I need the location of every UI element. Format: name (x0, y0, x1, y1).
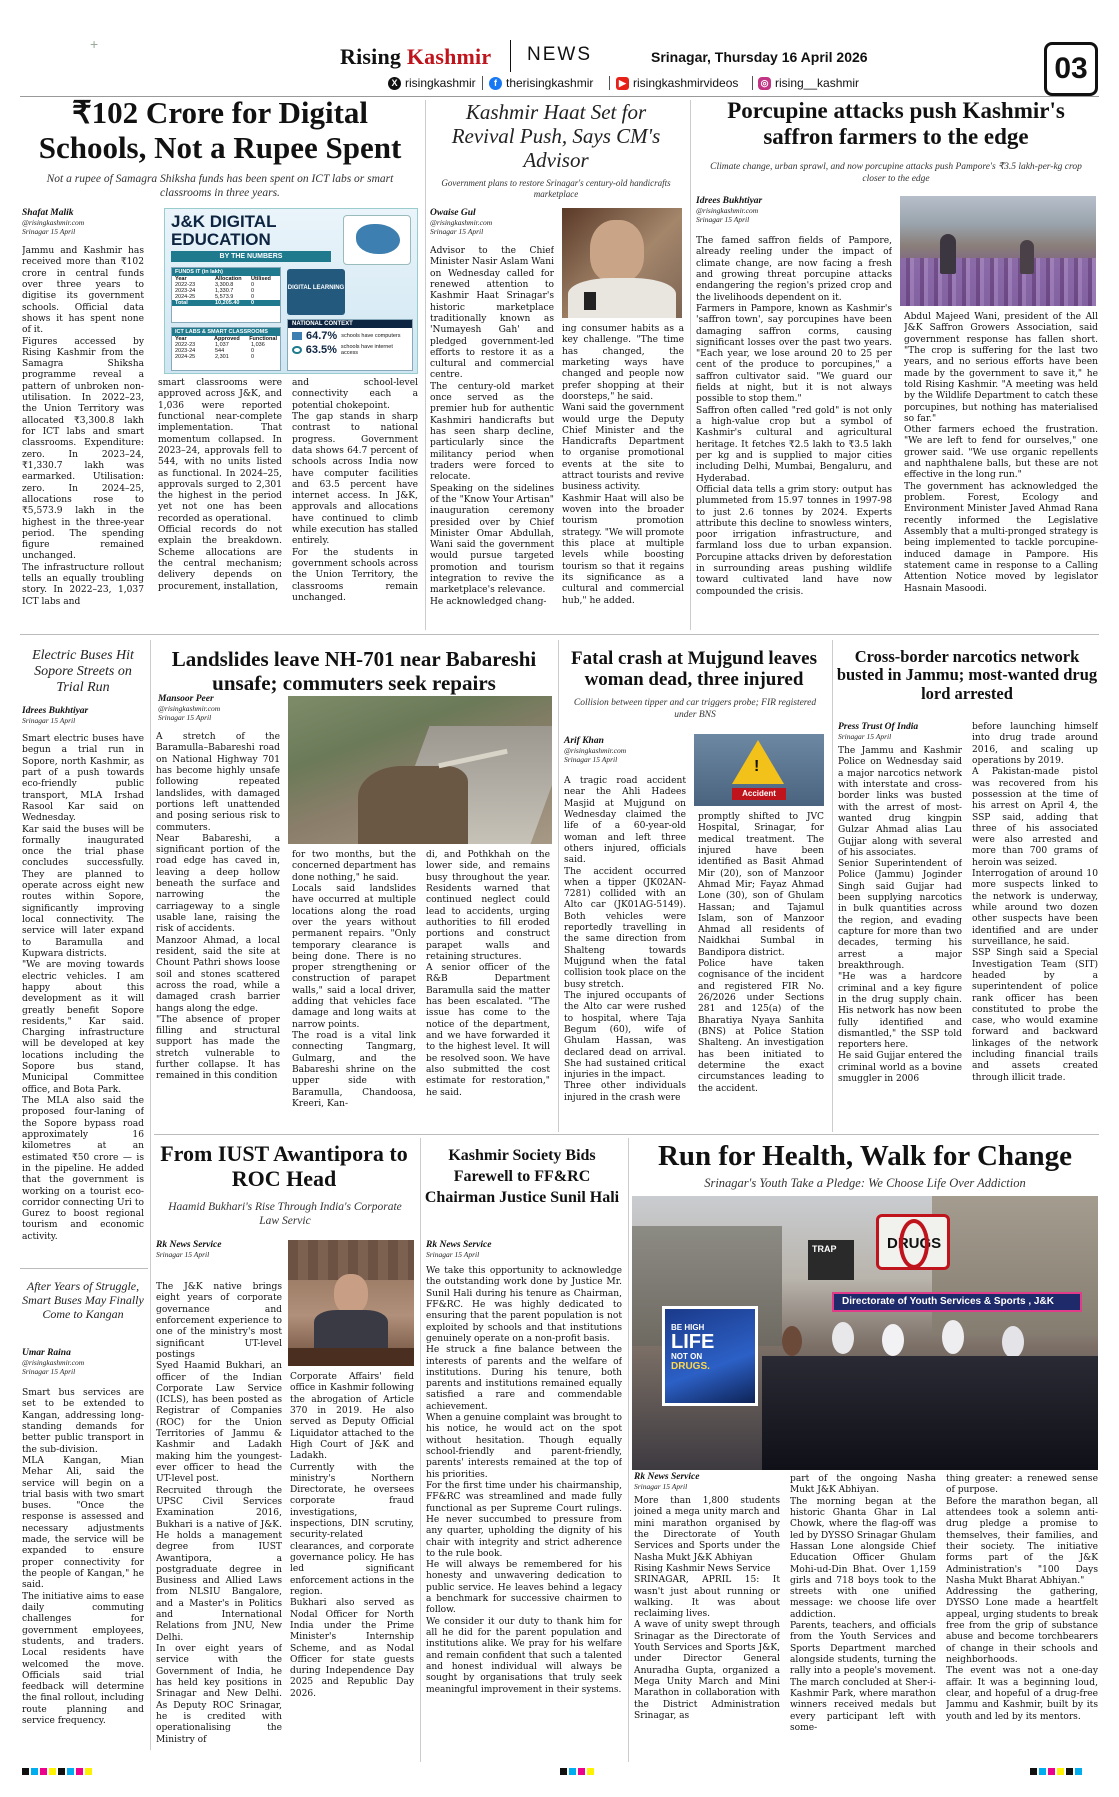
social-label: risingkashmir (405, 76, 476, 90)
computer-icon (292, 332, 302, 340)
narcotics-col-1: The Jammu and Kashmir Police on Wednesday said a major narcotics network with interstate and cross-border links was busted with the arrest of most-wanted drug kingpin Gulzar Ahmad alias Lau Gujjar along with several of his associates. Senior Superintendent of Police (Jammu) Joginder Singh said Gujjar had been supplying narcotics in bulk quantities across the region, and evading capture for more than two decades, terming his arrest a major breakthrough. "He was a hardcore criminal and a key figure in the drug supply chain. His network has now been fully identified and dismantled," the SSP told reporters here. He said Gujjar entered the criminal world as a bovine smuggler in 2006 (838, 746, 962, 1085)
kangan-byline: Umar Raina @risingkashmir.com Srinagar 15 April (22, 1348, 85, 1376)
accident-sign-photo (694, 734, 824, 806)
reg-swatch (49, 1768, 56, 1775)
digital-col-2: smart classrooms were approved across J&K, and 1,036 were reported functional near-complete implementation. That momentum collapsed. In 2023–24, approvals fell to 544, with no units listed as functional. In 2024–25, approvals surged to 2,301 the highest in the period yet not one has been recorded as operational. Official records do not explain the breakdown. Scheme allocations are the central mechanism; delivery depends on procurement, installation, (158, 378, 282, 592)
run-byline: Rk News Service Srinagar 15 April (634, 1472, 700, 1491)
iust-byline: Rk News Service Srinagar 15 April (156, 1240, 222, 1259)
landslide-byline: Mansoor Peer @risingkashmir.com Srinagar 15 April (158, 694, 221, 722)
reg-swatch (58, 1768, 65, 1775)
haat-photo (562, 208, 682, 318)
section-label: NEWS (527, 44, 592, 65)
color-registration-bar (1030, 1768, 1082, 1775)
landslide-photo (288, 696, 552, 844)
reg-swatch (1057, 1768, 1064, 1775)
run-col-3: thing greater: a renewed sense of purpose. Before the marathon began, all attendees took a solemn anti-drug pledge a promise to themselves, their families, and their society. The initiative forms part of the J&K Administration's "100 Days Nasha Mukt Bharat Abhiyan." Addressing the gathering, DYSSO Lone made a heartfelt appeal, urging students to break free from the grip of substance abuse and become torchbearers of change in their schools and neighborhoods. The event was not a one-day affair. It was a beginning loud, clear, and hopeful of a drug-free Jammu and Kashmir, built by its youth and led by its mentors. (946, 1474, 1098, 1722)
x-icon: X (388, 77, 401, 90)
digital-col-1: Jammu and Kashmir has received more than ₹102 crore in central funds over three years to digitise its government schools. Official data shows it has spent none of it. Figures accessed by Rising Kashmir from the Samagra Shiksha programme reveal a pattern of unbroken non-utilisation. In 2022–23, the Union Territory was allocated ₹3,300.8 lakh for ICT labs and smart classrooms. Expenditure: zero. In 2023–24, ₹1,330.7 lakh was earmarked. Utilisation: zero. In 2024–25, allocations rose to ₹5,573.9 lakh in the highest in the three-year period. The spending figure remained unchanged. The infrastructure rollout tells an equally troubling story. In 2022–23, 1,037 ICT labs and (22, 246, 144, 607)
placard-line: BE HIGH (671, 1323, 705, 1332)
narcotics-headline: Cross-border narcotics network busted in Jammu; most-wanted drug lord arrested (836, 647, 1098, 703)
farmer-figure (940, 234, 956, 274)
landslide-col-1: A stretch of the Baramulla–Babareshi road on National Highway 701 has become highly unsafe following repeated landslides, with damaged portions left unattended and posing serious risk to commuters. Near Babareshi, a significant portion of the road edge has caved in, leaving a deep hollow beneath the surface and narrowing the carriageway to a single usable lane, raising the risk of accidents. Manzoor Ahmad, a local resident, said the site at Chount Pathri shows loose soil and stones scattered across the road, while a damaged crash barrier hangs along the edge. "The absence of proper filling and structural support has made the stretch vulnerable to further collapse. It has remained in this condition (156, 732, 280, 1082)
labs-table-header: Year Approved Functional (175, 336, 277, 342)
reg-swatch (40, 1768, 47, 1775)
infographic-subtitle: BY THE NUMBERS (171, 251, 331, 262)
table-row: 2023-24 1,330.7 0 (175, 288, 255, 294)
digital-headline: ₹102 Crore for Digital Schools, Not a Rupee Spent (38, 95, 402, 165)
farewell-col-1: We take this opportunity to acknowledge the outstanding work done by Justice Mr. Sunil Hali during his tenure as Chairman, FF&RC. He was highly dedicated to ensuring that the parent population is not exploited by schools and that institutions genuinely operate on a non-profit basis. He struck a fine balance between the interests of parents and the welfare of institutions. During his tenure, both parents and institutions remained equally satisfied a rare and commendable achievement. When a genuine complaint was brought to his notice, he would act on the spot without hesitation. Though equally school-friendly and parent-friendly, parents' interests remained at the top of his priorities. For the first time under his chairmanship, FF&RC was streamlined and made fully functional as per Supreme Court rulings. He never succumbed to pressure from any quarter, upholding the dignity of his chair with integrity and strict adherence to the rule book. He will always be remembered for his honesty and unwavering dedication to public service. He leaves behind a legacy a benchmark for successive chairmen to follow. We consider it our duty to thank him for all he did for the parent population and institutions alike. We pray for his welfare and remain confident that such a talented and honest individual will always be sought by organisations that truly seek meaningful improvement in their systems. (426, 1266, 622, 1695)
instagram-icon: ◎ (758, 77, 771, 90)
ebus-col-1: Smart electric buses have begun a trial run in Sopore, north Kashmir, as part of a push towards eco-friendly public transport, MLA Irshad Rasool Kar said on Wednesday. Kar said the buses will be formally inaugurated once the trial phase concludes successfully. They are planned to operate across eight new routes within Sopore, significantly improving local connectivity. The service will later expand to Baramulla and Kupwara districts. "We are moving towards electric vehicles. I am happy about this development as it will greatly benefit Sopore residents," Kar said. Charging infrastructure will be developed at key locations including the Sopore bus stand, Municipal Committee office, and Bota Park. The MLA also said the proposed four-laning of the Sopore bypass road approximately 16 kilometres at an estimated ₹50 crore — is in the pipeline. He added that the government is working on a tourist eco-corridor connecting Uri to Gurez to boost regional tourism and economic activity. (22, 734, 144, 1242)
run-headline: Run for Health, Walk for Change (657, 1140, 1073, 1172)
digital-deck: Not a rupee of Samagra Shiksha funds has been spent on ICT labs or smart classrooms in three years. (46, 173, 394, 200)
map-illustration (343, 215, 411, 265)
social-x[interactable] (388, 76, 476, 90)
reg-swatch (587, 1768, 594, 1775)
iust-headline: From IUST Awantipora to ROC Head (160, 1141, 408, 1191)
table-row: 2023-24 544 0 (175, 348, 255, 354)
infographic-title-a: J&K DIGITAL (171, 212, 277, 231)
map-shape (356, 224, 400, 254)
placard-line: NOT ON (671, 1352, 703, 1361)
placard-line: DRUGS. (671, 1361, 710, 1372)
porcupine-headline: Porcupine attacks push Kashmir's saffron farmers to the edge (727, 98, 1065, 149)
microphone (584, 292, 596, 310)
crowd-bodies (762, 1356, 1098, 1470)
reg-swatch (67, 1768, 74, 1775)
bukhari-photo (288, 1240, 414, 1366)
haat-col-2: ing consumer habits as a key challenge. "The time has changed, the marketing ways have changed and people now prefer shopping at their doorsteps," he said. Wani said the government would urge the Deputy Chief Minister and the Handicrafts Department to organise promotional events at the site to attract tourists and revive business activity. Kashmir Haat will also be woven into the broader tourism promotion strategy. "We will promote this place at multiple levels while boosting tourism so that it regains its significance as a cultural and commercial hub," he added. (562, 324, 684, 606)
social-label: risingkashmirvideos (633, 76, 739, 90)
exclamation-icon: ! (754, 758, 760, 775)
table-row: 2022-23 3,300.8 0 (175, 282, 255, 288)
crowd-person (942, 1320, 964, 1354)
landslide-headline: Landslides leave NH-701 near Babareshi unsafe; commuters seek repairs (171, 647, 537, 695)
portrait-suit (314, 1310, 388, 1350)
drugs-placard-text: DRUGS (887, 1235, 942, 1252)
crash-col-1: A tragic road accident near the Ahli Hadees Masjid at Mujgund on Wednesday claimed the life of a 60-year-old woman and left three others injured, officials said. The accident occurred when a tipper (JK02AN-7281) collided with an Alto car (JK01AG-5149). Both vehicles were reportedly travelling in the same direction from Shalteng towards Mujgund when the fatal collision took place on the busy stretch. The injured occupants of the Alto car were rushed to hospital, where Taja Begum (60), wife of Ghulam Hassan, was declared dead on arrival. She had sustained critical injuries in the impact. Three other individuals injured in the crash were (564, 776, 686, 1103)
table-row: 2022-23 1,037 1,036 (175, 342, 265, 348)
reg-swatch (76, 1768, 83, 1775)
crowd-person (782, 1326, 802, 1356)
color-registration-bar (22, 1768, 92, 1775)
social-facebook[interactable] (489, 76, 593, 90)
porcupine-col-2: Abdul Majeed Wani, president of the All J&K Saffron Growers Association, said government response has fallen short. "The crop is suffering for the last two years, and no serious efforts have been made by the government to save it," he told Rising Kashmir. "A meeting was held by the Wildlife Department to catch these porcupines, but nothing has materialised so far." Other farmers echoed the frustration. "We are left to fend for ourselves," one grower said. "We use organic repellents and naphthalene balls, but these are not effective in the long run." The government has acknowledged the problem. Forest, Ecology and Environment Minister Javed Ahmad Rana recently informed the Legislative Assembly that a multi-pronged strategy is being implemented to tackle porcupine-induced damage in Pampore. His statement came in response to a Calling Attention Notice moved by legislator Hasnain Masoodi. (904, 312, 1098, 594)
landslide-col-3: di, and Pothkhah on the lower side, and remains busy throughout the year. Residents warned that continued neglect could lead to accidents, urging authorities to fill eroded portions and construct parapet walls and retaining structures. A senior officer of the R&B Department Baramulla said the matter has been escalated. "The issue has come to the notice of the department, and we have forwarded it to the highest level. It will be resolved soon. We have also submitted the cost estimate for restoration," he said. (426, 850, 550, 1098)
social-label: rising__kashmir (775, 76, 860, 90)
crash-col-2: promptly shifted to JVC Hospital, Srinagar, for medical treatment. The injured have been identified as Basit Ahmad Mir (20), son of Manzoor Ahmad Mir; Fayaz Ahmad Lone (30), son of Ghulam Hassan; and Tajamul Islam, son of Manzoor Ahmad all residents of Naidkhai Sumbal in Bandipora district. Police have taken cognisance of the incident and registered FIR No. 26/2026 under Sections 281 and 125(a) of the Bharatiya Nyaya Sanhita (BNS) at Police Station Shalteng. An investigation has been initiated to determine the exact circumstances leading to the accident. (698, 812, 824, 1094)
social-divider (482, 76, 483, 90)
ebus-byline: Idrees Bukhtiyar Srinagar 15 April (22, 706, 89, 725)
table-row: 2024-25 2,301 0 (175, 354, 255, 360)
trap-placard (808, 1240, 854, 1280)
page-number: 03 (1044, 42, 1098, 96)
porcupine-deck: Climate change, urban sprawl, and now porcupine attacks push Pampore's ₹3.5 lakh-per-kg crop closer to the edge (710, 162, 1082, 184)
landslide-col-2: for two months, but the concerned department has done nothing," he said. Locals said landslides have occurred at multiple locations along the road over the years without permanent repairs. "Only temporary clearance is being done. There is no proper strengthening or construction of parapet walls," said a local driver, adding that vehicles face damage and long waits at narrow points. The road is a vital link connecting Tangmarg, Gulmarg, and the Babareshi shrine on the upper side with Baramulla, Chandoosa, Kreeri, Kan- (292, 850, 416, 1109)
table-row: Total 10,205.40 0 (172, 300, 280, 306)
ebus-headline: Electric Buses Hit Sopore Streets on Trial Run (32, 648, 134, 696)
iust-col-1: The J&K native brings eight years of corporate governance and enforcement experience to one of the ministry's most significant UT-level postings Syed Haamid Bukhari, an officer of the Indian Corporate Law Service (ICLS), has been posted as Registrar of Companies (ROC) for the Union Territories of Jammu & Kashmir and Ladakh making him the youngest-ever officer to head the UT-level post. Recruited through the UPSC Civil Services Examination 2016, Bukhari is a native of J&K. He holds a management degree from IUST Awantipora, a postgraduate degree in Business and Allied Laws from NLSIU Bangalore, and a Master's in Politics and International Relations from JNU, New Delhi. In over eight years of service with the Government of India, he has held key positions in Srinagar and New Delhi. As Deputy ROC Srinagar, he is credited with operationalising the Ministry of (156, 1282, 282, 1745)
crash-headline: Fatal crash at Mujgund leaves woman dead, three injured (571, 648, 817, 691)
social-youtube[interactable] (616, 76, 738, 90)
reg-swatch (578, 1768, 585, 1775)
digital-learning-board: DIGITAL LEARNING (287, 269, 345, 315)
registration-mark: + (90, 36, 99, 52)
reg-swatch (31, 1768, 38, 1775)
farewell-byline: Rk News Service Srinagar 15 April (426, 1240, 492, 1259)
kangan-col-1: Smart bus services are set to be extended to Kangan, addressing long-standing demands for better public transport in the sub-division. MLA Kangan, Mian Mehar Ali, said the service will begin on a trial basis with two smart buses. "Once the response is assessed and necessary adjustments made, the service will be expanded to ensure proper connectivity for the people of Kangan," he said. The initiative aims to ease daily commuting challenges for government employees, students, and traders. Local residents have welcomed the move. Officials said trial feedback will determine the final rollout, including route planning and service frequency. (22, 1388, 144, 1727)
infographic-title-b: EDUCATION (171, 230, 271, 249)
porcupine-byline: Idrees Bukhtiyar @risingkashmir.com Srinagar 15 April (696, 196, 763, 224)
reg-swatch (1066, 1768, 1073, 1775)
reg-swatch (1048, 1768, 1055, 1775)
haat-deck: Government plans to restore Srinagar's century-old handicrafts marketplace (441, 178, 671, 200)
section-rule (154, 1134, 1099, 1135)
reg-swatch (1030, 1768, 1037, 1775)
reg-swatch (560, 1768, 567, 1775)
haat-col-1: Advisor to the Chief Minister Nasir Aslam Wani on Wednesday called for renewed attention to Kashmir Haat Srinagar's historic marketplace traditionally known as 'Numayesh Gah' and pledged government-led efforts to restore it as a cultural and commercial centre. The century-old market once served as the premier hub for authentic Kashmiri handicrafts but has seen sharp decline, particularly since the militancy period when traders were forced to relocate. Speaking on the sidelines of the "Know Your Artisan" inauguration ceremony presided over by Chief Minister Omar Abdullah, Wani said the government would pursue targeted promotion and tourism integration to revive the marketplace's relevance. He acknowledged chang- (430, 246, 554, 607)
social-instagram[interactable] (758, 76, 859, 90)
directorate-banner: Directorate of Youth Services & Sports , J&K (832, 1292, 1082, 1312)
haat-byline: Owaise Gul @risingkashmir.com Srinagar 15 April (430, 208, 493, 236)
section-rule (20, 634, 1099, 635)
crowd-person (832, 1322, 854, 1354)
narcotics-col-2: before launching himself into drug trade around 2016, and scaling up operations by 2019. A Pakistan-made pistol was recovered from his possession at the time of his arrest on April 4, the SSP said, adding that three of his associated were also arrested and more than 700 grams of heroin was seized. Interrogation of around 10 more suspects linked to the network is underway, while around two dozen other suspects have been identified and are under surveillance, he said. SSP Singh said a Special Investigation Team (SIT) headed by a superintendent of police rank officer has been constituted to probe the case, who would examine forward and backward linkages of the network including financial trails and assets created through illicit trade. (972, 722, 1098, 1083)
portrait-face (590, 220, 644, 282)
desk (288, 1348, 414, 1366)
no-sign-icon (899, 1219, 929, 1269)
column-rule (558, 640, 559, 1132)
masthead-brand: Rising Kashmir (340, 44, 492, 69)
iust-deck: Haamid Bukhari's Rise Through India's Corporate Law Servic (168, 1201, 402, 1228)
funds-table-header: Year Allocation Utilised (175, 276, 271, 282)
placard-line: LIFE (671, 1331, 715, 1353)
reg-swatch (1075, 1768, 1082, 1775)
social-label: therisingkashmir (506, 76, 594, 90)
social-divider (609, 76, 610, 90)
haat-headline: Kashmir Haat Set for Revival Push, Says CM's Advisor (451, 100, 661, 173)
section-rule (20, 1268, 148, 1269)
funds-table (171, 267, 281, 323)
reg-swatch (1039, 1768, 1046, 1775)
color-registration-bar (560, 1768, 594, 1775)
life-placard (662, 1306, 758, 1406)
kangan-headline: After Years of Struggle, Smart Buses May Finally Come to Kangan (22, 1279, 144, 1321)
labs-table-title: ICT LABS & SMART CLASSROOMS (172, 328, 280, 336)
column-rule (690, 100, 691, 630)
caved-edge (358, 766, 468, 844)
reg-swatch (22, 1768, 29, 1775)
wifi-icon (292, 346, 302, 354)
building-right (932, 1196, 1098, 1336)
reg-swatch (85, 1768, 92, 1775)
youtube-icon: ▶ (616, 77, 629, 90)
labs-table (171, 327, 281, 371)
farmer-figure (1020, 240, 1034, 274)
portrait-face (334, 1274, 368, 1314)
saffron-flowers (900, 258, 1096, 306)
table-row: 2024-25 5,573.9 0 (175, 294, 255, 300)
run-col-2: part of the ongoing Nasha Mukt J&K Abhiyan. The morning began at the historic Ghanta Ghar in Lal Chowk, where the flag-off was led by DYSSO Srinagar Ghulam Hassan Lone alongside Chief Education Officer Ghulam Mohi-ud-Din Bhat. Over 1,159 girls and 718 boys took to the streets with one unified message: we choose life over addiction. Parents, teachers, and officials from the Youth Services and Sports Department marched alongside students, turning the rally into a people's movement. The march concluded at Sher-i-Kashmir Park, where marathon winners received medals but every participant left with some- (790, 1474, 936, 1733)
column-rule (628, 1138, 629, 1762)
issue-date: Srinagar, Thursday 16 April 2026 (651, 49, 868, 65)
saffron-field-photo (900, 196, 1096, 306)
masthead-divider (510, 40, 511, 72)
context-title: NATIONAL CONTEXT (288, 320, 412, 328)
crash-byline: Arif Khan @risingkashmir.com Srinagar 15 April (564, 736, 627, 764)
facebook-icon: f (489, 77, 502, 90)
run-deck: Srinagar's Youth Take a Pledge: We Choose Life Over Addiction (704, 1176, 1026, 1190)
national-context-box (287, 319, 413, 371)
digital-col-3: and school-level connectivity each a potential chokepoint. The gap stands in sharp contrast to national progress. Government data shows 64.7 percent of schools across India now have computer facilities and 63.5 percent have internet access. In J&K, approvals and allocations have continued to climb while execution has stalled entirely. For the students in government schools across the Union Territory, the classrooms remain unchanged. (292, 378, 418, 603)
crash-deck: Collision between tipper and car triggers probe; FIR registered under BNS (573, 698, 817, 720)
narcotics-byline: Press Trust Of India Srinagar 15 April (838, 722, 919, 741)
porcupine-col-1: The famed saffron fields of Pampore, already reeling under the impact of climate change, are now facing a fresh and growing threat porcupine attacks endangering the region's prized crop and the livelihoods dependent on it. Farmers in Pampore, known as Kashmir's 'saffron town', say porcupines have been damaging saffron corms, causing significant losses over the past two years. "Each year, we lose around 20 to 25 per cent of the produce to porcupines," a saffron cultivator said. "We guard our fields at night, but it is not always possible to stop them." Saffron often called "red gold" is not only a high-value crop but a symbol of Kashmir's cultural and agricultural heritage. It fetches ₹2.5 lakh to ₹3.5 lakh per kg and is supplied to major cities including Delhi, Mumbai, Bengaluru, and Hyderabad. Official data tells a grim story: output has plummeted from 15.97 tonnes in 1997-98 to just 2.6 tonnes by 2024. Experts attribute this decline to snowless winters, poor irrigation infrastructure, and farmland loss due to urban expansion. Porcupine attacks driven by deforestation in surrounding areas pushing wildlife toward cultivated land have now compounded the crisis. (696, 236, 892, 597)
context-stat-computers: 64.7% schools have computers (288, 328, 412, 344)
column-rule (425, 100, 426, 630)
crowd-person (1002, 1326, 1024, 1358)
crowd-person (882, 1324, 904, 1356)
drugs-placard (876, 1214, 950, 1270)
farewell-headline: Kashmir Society Bids Farewell to FF&RC Chairman Justice Sunil Hali (424, 1147, 620, 1206)
digital-infographic (164, 208, 418, 374)
trap-placard-text: TRAP (812, 1244, 837, 1254)
iust-col-2: Corporate Affairs' field office in Kashmir following the abrogation of Article 370 in 2019. He also served as Deputy Official Liquidator attached to the High Court of J&K and Ladakh. Currently with the ministry's Northern Directorate, he oversees corporate fraud investigations, inspections, DIN scrutiny, security-related clearances, and corporate governance policy. He has led significant enforcement actions in the region. Bukhari also served as Nodal Officer for North India under the Prime Minister's Internship Scheme, and as Nodal Officer for state guests during Independence Day 2025 and Republic Day 2026. (290, 1372, 414, 1699)
digital-byline: Shafat Malik @risingkashmir.com Srinagar 15 April (22, 208, 85, 236)
context-stat-internet: 63.5% schools have internet access (288, 344, 412, 356)
run-col-1: More than 1,800 students joined a mega unity march and mini marathon organised by the Directorate of Youth Services and Sports under the Nasha Mukt J&K Abhiyan Rising Kashmir News Service SRINAGAR, APRIL 15: It wasn't just about running or walking. It was about reclaiming lives. A wave of unity swept through Srinagar as the Directorate of Youth Services and Sports J&K, under Director General Anuradha Gupta, organized a Mega Unity March and Mini Marathon in collaboration with the District Administration Srinagar, as (634, 1496, 780, 1721)
marathon-photo (632, 1196, 1098, 1470)
accident-label: Accident (732, 788, 786, 800)
reg-swatch (569, 1768, 576, 1775)
column-rule (150, 640, 151, 1750)
column-rule (420, 1138, 421, 1762)
social-divider (752, 76, 753, 90)
column-rule (832, 640, 833, 1132)
funds-table-title: FUNDS IT (in lakh) (172, 268, 280, 276)
